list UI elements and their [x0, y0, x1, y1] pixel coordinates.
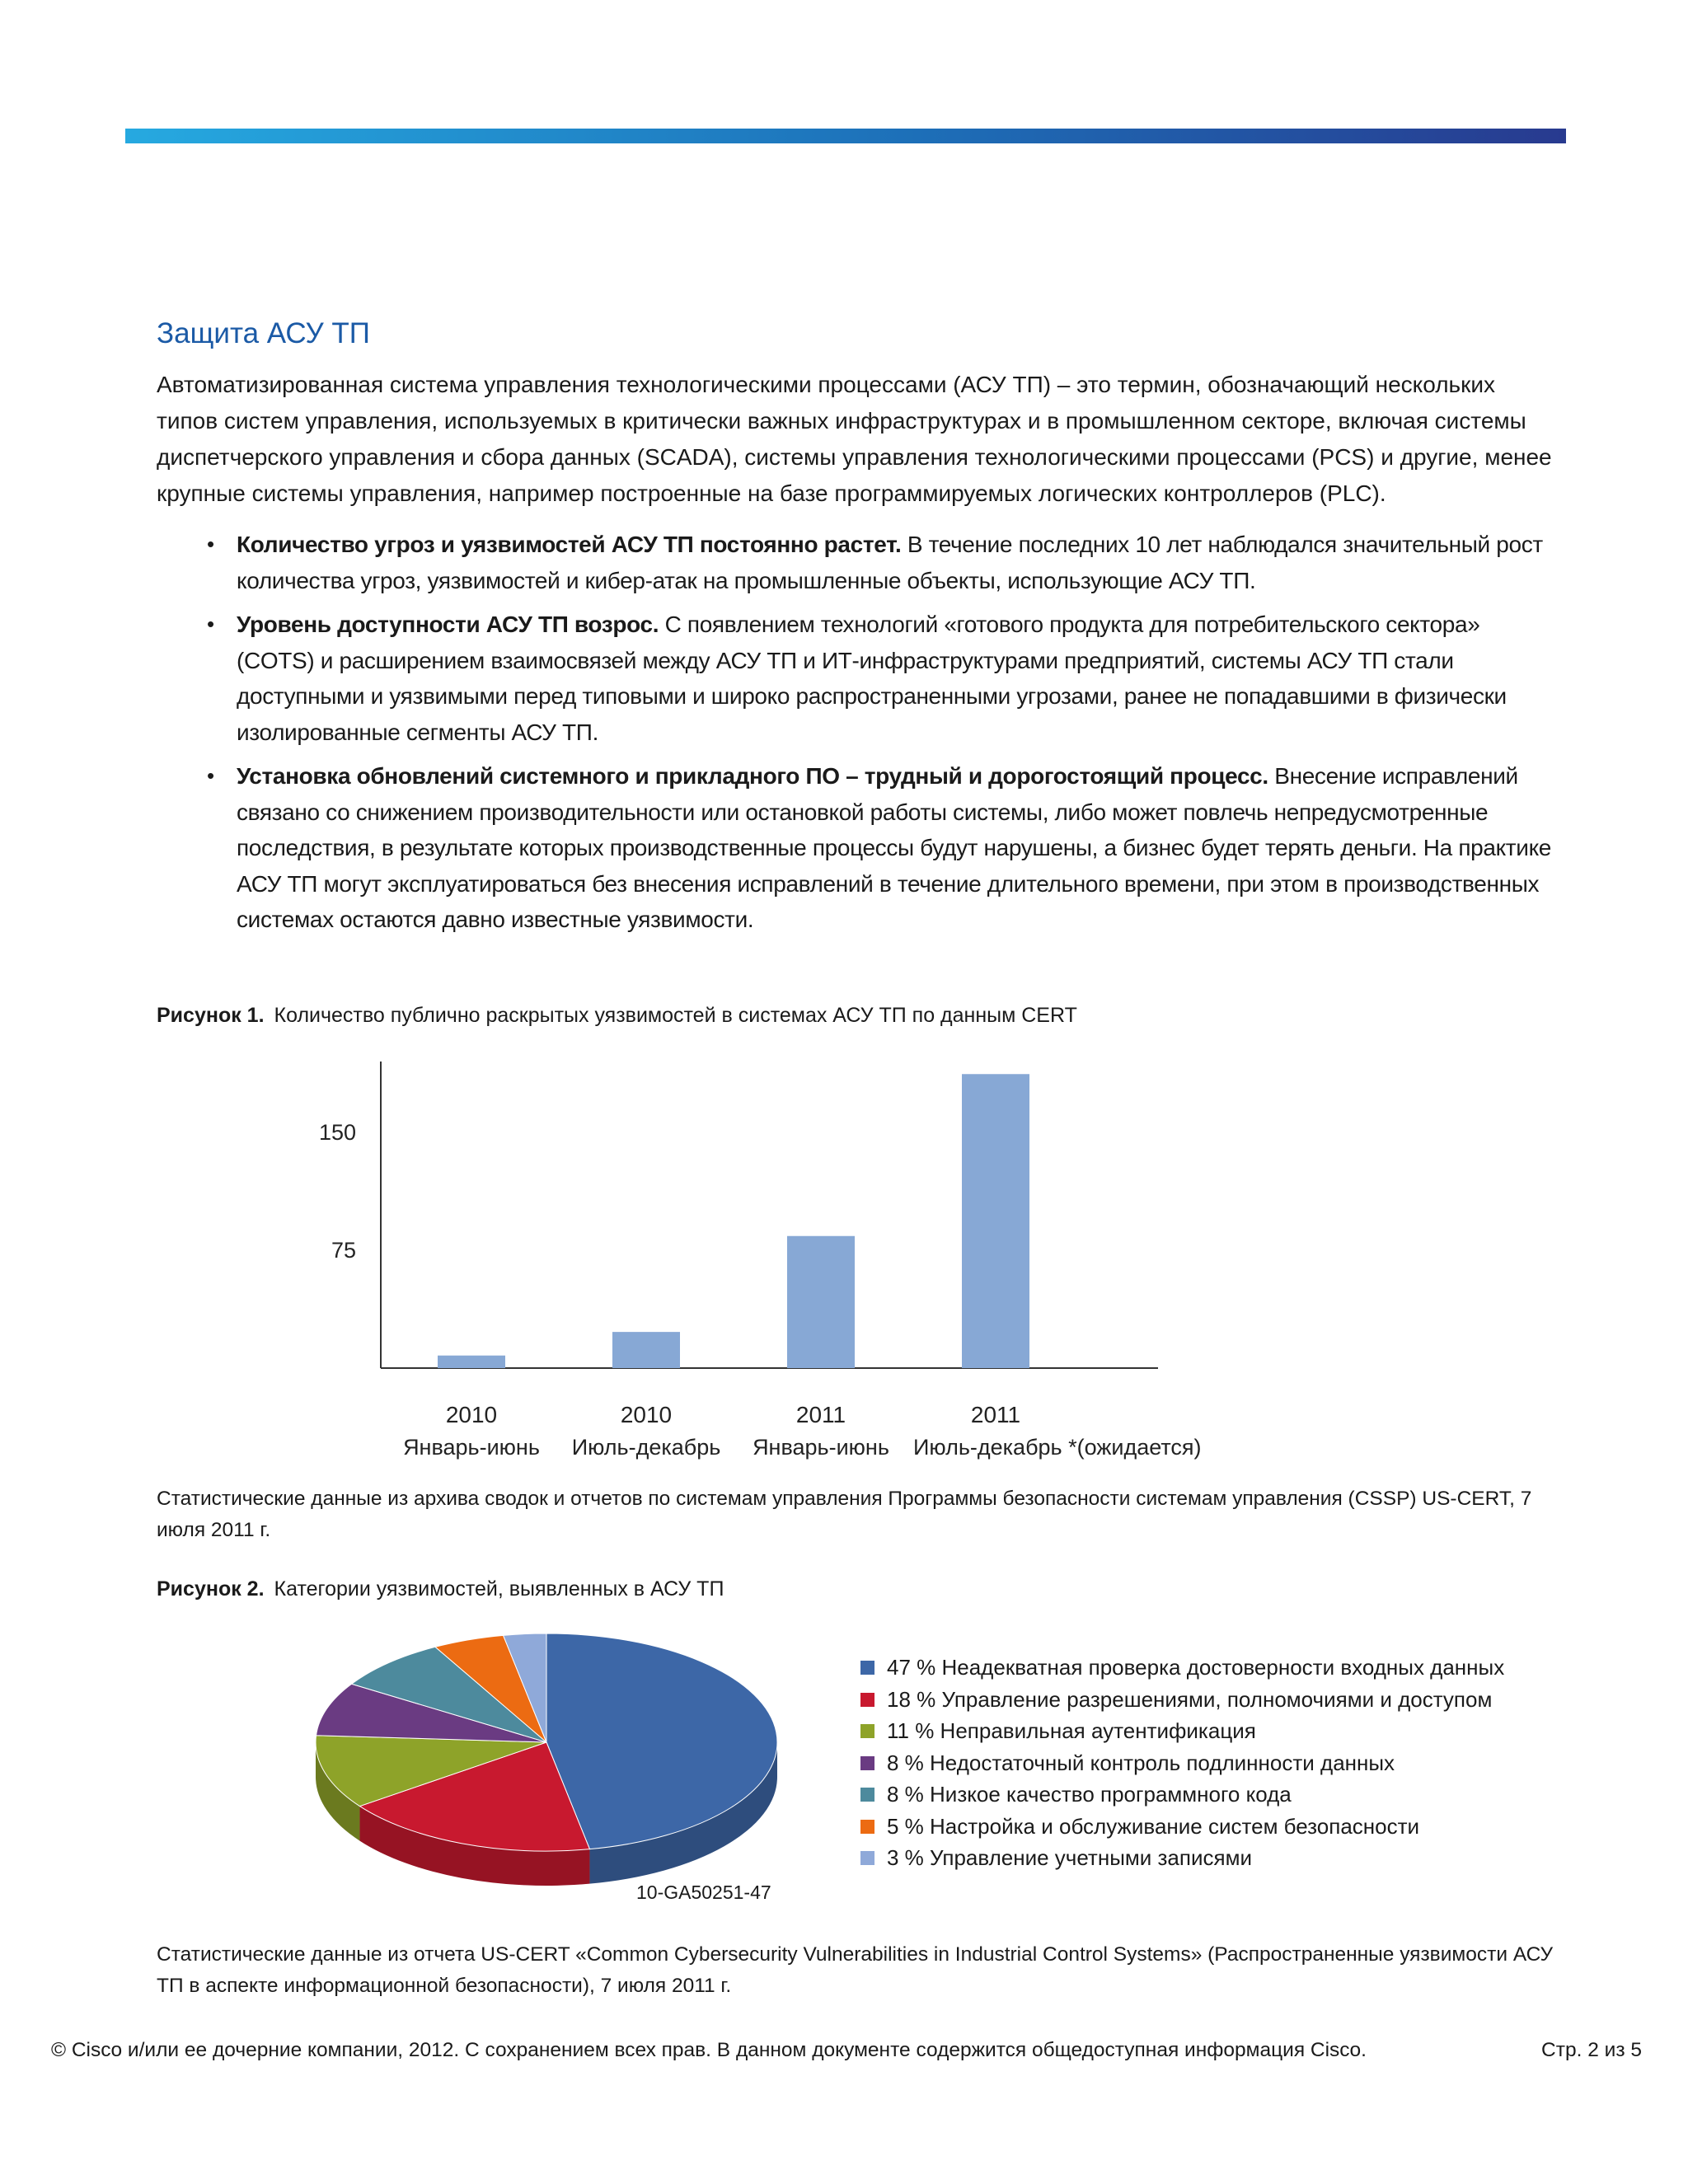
x-tick-label: 2011	[795, 1402, 846, 1427]
legend-item	[857, 1842, 1504, 1874]
legend-label: 11 % Неправильная аутентификация	[887, 1718, 1256, 1743]
footer-copyright: © Cisco и/или ее дочерние компании, 2012. С сохранением всех прав. В данном документе содержится общедоступная информация Cisco.	[51, 2039, 1367, 2061]
legend-swatch	[860, 1820, 874, 1834]
bar	[612, 1332, 680, 1368]
figure1-caption	[157, 1004, 1077, 1028]
legend-item	[857, 1715, 1504, 1747]
figure1-label: Рисунок 1.	[157, 1004, 265, 1027]
legend-label: 8 % Недостаточный контроль подлинности данных	[887, 1750, 1395, 1775]
legend-label: 18 % Управление разрешениями, полномочиями и доступом	[887, 1686, 1493, 1712]
bullet-text: С появлением технологий «готового продукта для потребительского сектора» (COTS) и расширением взаимосвязей между АСУ ТП и ИТ-инфраструктурами предприятий, системы АСУ ТП стали доступными и уязвимыми перед типовыми и широко распространенными угрозами, ранее не попадавшими в физически изолированные сегменты АСУ ТП.	[237, 612, 1507, 745]
bar	[962, 1074, 1029, 1368]
figure2-caption	[157, 1577, 724, 1601]
pie-chart	[297, 1624, 824, 1920]
legend-item	[857, 1811, 1504, 1843]
footer-page-number: Стр. 2 из 5	[1541, 2039, 1642, 2061]
bullet-text: Внесение исправлений связано со снижением производительности или остановкой работы системы, либо может повлечь непредусмотренные последствия, в результате которых производственные процессы будут нарушены, а бизнес будет терять деньги. На практике АСУ ТП могут эксплуатироваться без внесения исправлений в течение длительного времени, при этом в производственных системах остаются давно известные уязвимости.	[237, 763, 1552, 932]
bullet-item	[157, 527, 1558, 598]
bullet-item	[157, 607, 1558, 750]
bar	[438, 1356, 505, 1368]
legend-swatch	[860, 1693, 874, 1707]
bullet-list	[157, 527, 1558, 938]
legend-item	[857, 1747, 1504, 1779]
pie-legend	[857, 1652, 1504, 1874]
x-tick-label: 2010	[445, 1402, 498, 1427]
pie-top	[316, 1633, 777, 1851]
bar	[787, 1236, 855, 1368]
main-content	[157, 317, 1558, 946]
figure2-title: Категории уязвимостей, выявленных в АСУ ТП	[274, 1577, 724, 1601]
legend-swatch	[860, 1756, 874, 1770]
bullet-heading: Количество угроз и уязвимостей АСУ ТП постоянно растет.	[237, 532, 902, 557]
legend-label: 5 % Настройка и обслуживание систем безопасности	[887, 1813, 1420, 1839]
legend-swatch	[860, 1661, 874, 1675]
intro-paragraph: Автоматизированная система управления технологическими процессами (АСУ ТП) – это термин, обозначающий нескольких типов систем управления, используемых в критически важных инфраструктурах и в промышленном секторе, включая системы диспетчерского управления и сбора данных (SCADA), системы управления технологическими процессами (PCS) и другие, менее крупные системы управления, например построенные на базе программируемых логических контроллеров (PLC).	[157, 372, 1552, 506]
figure1-title: Количество публично раскрытых уязвимостей в системах АСУ ТП по данным CERT	[274, 1004, 1077, 1027]
bullet-item	[157, 758, 1558, 938]
bullet-dot: •	[207, 763, 214, 788]
bullet-dot: •	[207, 612, 214, 636]
legend-swatch	[860, 1851, 874, 1865]
x-tick-sublabel: Июль-декабрь	[571, 1435, 721, 1460]
bullet-heading: Уровень доступности АСУ ТП возрос.	[237, 612, 659, 637]
bar-chart	[297, 1047, 1236, 1475]
figure1-source: Статистические данные из архива сводок и отчетов по системам управления Программы безопасности системам управления (CSSP) US-CERT, 7 июля 2011 г.	[157, 1488, 1532, 1541]
figure2-chart-id: 10-GA50251-47	[636, 1882, 771, 1903]
legend-swatch	[860, 1788, 874, 1802]
bullet-heading: Установка обновлений системного и прикладного ПО – трудный и дорогостоящий процесс.	[237, 763, 1268, 789]
legend-label: 3 % Управление учетными записями	[887, 1845, 1252, 1870]
x-tick-label: 2010	[620, 1402, 673, 1427]
x-tick-sublabel: Январь-июнь	[403, 1435, 540, 1460]
header-accent-bar	[125, 129, 1566, 143]
x-tick-sublabel: Январь-июнь	[753, 1435, 889, 1460]
legend-item	[857, 1684, 1504, 1716]
figure2-source: Статистические данные из отчета US-CERT «Common Cybersecurity Vulnerabilities in Industrial Control Systems» (Распространенные уязвимости АСУ ТП в аспекте информационной безопасности), 7 июля 2011 г.	[157, 1943, 1554, 1997]
section-title: Защита АСУ ТП	[157, 317, 370, 349]
y-tick-label: 150	[318, 1119, 356, 1145]
legend-item	[857, 1779, 1504, 1811]
figure2-label: Рисунок 2.	[157, 1577, 265, 1601]
x-tick-sublabel: Июль-декабрь *(ожидается)	[913, 1435, 1202, 1460]
bullet-text: В течение последних 10 лет наблюдался значительный рост количества угроз, уязвимостей и кибер-атак на промышленные объекты, использующие АСУ ТП.	[237, 532, 1543, 593]
legend-swatch	[860, 1724, 874, 1738]
legend-item	[857, 1652, 1504, 1684]
x-tick-label: 2011	[970, 1402, 1021, 1427]
y-tick-label: 75	[331, 1237, 356, 1263]
legend-label: 8 % Низкое качество программного кода	[887, 1782, 1292, 1807]
bullet-dot: •	[207, 532, 214, 556]
legend-label: 47 % Неадекватная проверка достоверности входных данных	[887, 1655, 1505, 1680]
